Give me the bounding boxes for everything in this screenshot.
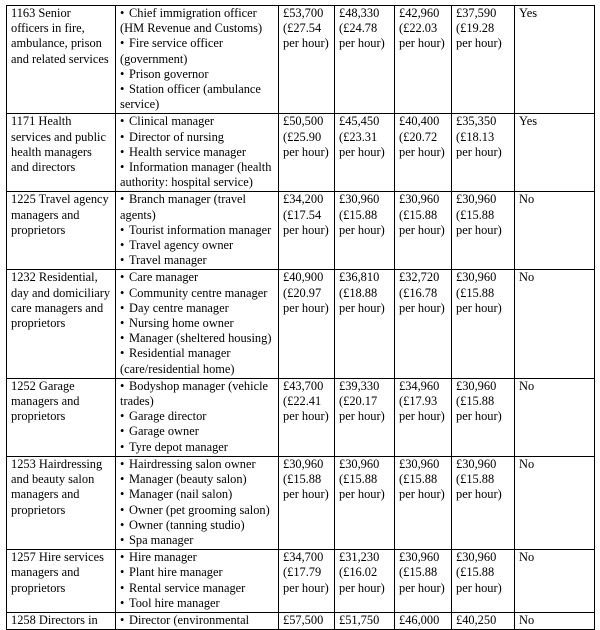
bullet-icon: • — [120, 192, 125, 207]
job-title-item — [120, 130, 274, 145]
salary-cell: £40,400 (£20.72 per hour) — [395, 114, 452, 192]
job-title-item — [120, 533, 274, 548]
job-title-text: Tool hire manager — [129, 595, 220, 610]
salary-cell: £42,960 (£22.03 per hour) — [395, 6, 452, 114]
salary-cell: £53,700 (£27.54 per hour) — [279, 6, 335, 114]
occupation-code-cell: 1257 Hire services managers and proprietors — [7, 550, 116, 613]
salary-cell: £30,960 (£15.88 per hour) — [279, 456, 335, 549]
job-title-item — [120, 440, 274, 455]
bullet-icon: • — [120, 144, 125, 159]
occupation-code-cell: 1258 Directors in — [7, 612, 116, 629]
bullet-icon: • — [120, 502, 125, 517]
bullet-icon: • — [120, 300, 125, 315]
eligibility-cell: No — [515, 270, 595, 378]
job-title-item — [120, 36, 274, 66]
table-row — [7, 456, 595, 549]
bullet-icon: • — [120, 517, 125, 532]
table-row — [7, 270, 595, 378]
salary-cell: £30,960 (£15.88 per hour) — [452, 550, 515, 613]
salary-cell: £30,960 (£15.88 per hour) — [395, 456, 452, 549]
job-title-item — [120, 238, 274, 253]
occupation-code-cell: 1225 Travel agency managers and proprietors — [7, 192, 116, 270]
job-title-text: Station officer (ambulance service) — [120, 82, 261, 112]
salary-cell: £37,590 (£19.28 per hour) — [452, 6, 515, 114]
salary-cell: £30,960 (£15.88 per hour) — [452, 270, 515, 378]
job-title-item — [120, 613, 274, 628]
job-title-item — [120, 550, 274, 565]
salary-cell: £43,700 (£22.41 per hour) — [279, 378, 335, 456]
job-titles-cell — [116, 378, 279, 456]
job-title-item — [120, 331, 274, 346]
job-titles-cell — [116, 192, 279, 270]
salary-cell: £40,250 — [452, 612, 515, 629]
bullet-icon: • — [120, 424, 125, 439]
occupation-pay-table — [6, 5, 595, 630]
job-title-text: Information manager (health authority: hospital service) — [120, 160, 272, 190]
job-title-text: Residential manager (care/residential home) — [120, 346, 235, 376]
salary-cell: £32,720 (£16.78 per hour) — [395, 270, 452, 378]
job-title-item — [120, 270, 274, 285]
bullet-icon: • — [120, 222, 125, 237]
job-title-text: Owner (pet grooming salon) — [129, 502, 270, 517]
job-title-text: Health service manager — [129, 144, 246, 159]
salary-cell: £40,900 (£20.97 per hour) — [279, 270, 335, 378]
job-title-item — [120, 82, 274, 112]
document-page — [6, 5, 594, 630]
bullet-icon: • — [120, 550, 125, 565]
job-title-item — [120, 301, 274, 316]
table-row — [7, 550, 595, 613]
job-title-text: Chief immigration officer (HM Revenue and Customs) — [120, 6, 263, 36]
salary-cell: £45,450 (£23.31 per hour) — [335, 114, 395, 192]
bullet-icon: • — [120, 580, 125, 595]
bullet-icon: • — [120, 129, 125, 144]
job-title-item — [120, 6, 274, 36]
job-title-text: Garage owner — [129, 424, 199, 439]
job-titles-cell — [116, 114, 279, 192]
table-row — [7, 192, 595, 270]
job-title-text: Manager (nail salon) — [129, 487, 233, 502]
job-title-text: Plant hire manager — [129, 565, 223, 580]
salary-cell: £30,960 (£15.88 per hour) — [395, 550, 452, 613]
bullet-icon: • — [120, 378, 125, 393]
salary-cell: £30,960 (£15.88 per hour) — [395, 192, 452, 270]
job-title-text: Manager (sheltered housing) — [129, 331, 272, 346]
occupation-code-cell: 1163 Senior officers in fire, ambulance, prison and related services — [7, 6, 116, 114]
job-titles-cell — [116, 612, 279, 629]
job-title-text: Garage director — [129, 409, 207, 424]
salary-cell: £30,960 (£15.88 per hour) — [452, 192, 515, 270]
salary-cell: £34,960 (£17.93 per hour) — [395, 378, 452, 456]
job-title-text: Day centre manager — [129, 300, 229, 315]
bullet-icon: • — [120, 238, 125, 253]
eligibility-cell: No — [515, 612, 595, 629]
bullet-icon: • — [120, 253, 125, 268]
occupation-code-cell: 1253 Hairdressing and beauty salon managers and proprietors — [7, 456, 116, 549]
job-title-text: Spa manager — [129, 532, 194, 547]
job-title-text: Owner (tanning studio) — [129, 517, 245, 532]
bullet-icon: • — [120, 532, 125, 547]
job-title-text: Clinical manager — [129, 114, 214, 129]
job-title-text: Manager (beauty salon) — [129, 472, 247, 487]
salary-cell: £48,330 (£24.78 per hour) — [335, 6, 395, 114]
occupation-code-cell: 1232 Residential, day and domiciliary care managers and proprietors — [7, 270, 116, 378]
job-title-item — [120, 581, 274, 596]
salary-cell: £36,810 (£18.88 per hour) — [335, 270, 395, 378]
eligibility-cell: No — [515, 550, 595, 613]
job-title-item — [120, 346, 274, 376]
bullet-icon: • — [120, 472, 125, 487]
eligibility-cell: No — [515, 456, 595, 549]
bullet-icon: • — [120, 612, 125, 627]
table-row — [7, 6, 595, 114]
salary-cell: £30,960 (£15.88 per hour) — [452, 378, 515, 456]
table-row — [7, 378, 595, 456]
job-title-text: Bodyshop manager (vehicle trades) — [120, 378, 269, 409]
eligibility-cell: No — [515, 192, 595, 270]
job-title-item — [120, 457, 274, 472]
job-title-text: Hire manager — [129, 550, 197, 565]
job-title-item — [120, 114, 274, 129]
salary-cell: £51,750 — [335, 612, 395, 629]
occupation-code-cell: 1171 Health services and public health managers and directors — [7, 114, 116, 192]
job-title-item — [120, 316, 274, 331]
bullet-icon: • — [120, 160, 125, 175]
job-title-item — [120, 409, 274, 424]
job-title-text: Tyre depot manager — [129, 439, 228, 454]
eligibility-cell: Yes — [515, 6, 595, 114]
job-titles-cell — [116, 456, 279, 549]
job-title-item — [120, 286, 274, 301]
job-title-text: Travel agency owner — [129, 238, 234, 253]
job-title-item — [120, 223, 274, 238]
table-row — [7, 612, 595, 629]
salary-cell: £30,960 (£15.88 per hour) — [452, 456, 515, 549]
salary-cell: £39,330 (£20.17 per hour) — [335, 378, 395, 456]
job-title-text: Fire service officer (government) — [120, 36, 224, 66]
occupation-code-cell: 1252 Garage managers and proprietors — [7, 378, 116, 456]
bullet-icon: • — [120, 439, 125, 454]
job-title-text: Hairdressing salon owner — [129, 456, 256, 471]
salary-cell: £34,200 (£17.54 per hour) — [279, 192, 335, 270]
bullet-icon: • — [120, 82, 125, 97]
bullet-icon: • — [120, 66, 125, 81]
job-title-item — [120, 472, 274, 487]
salary-cell: £57,500 — [279, 612, 335, 629]
salary-cell: £30,960 (£15.88 per hour) — [335, 192, 395, 270]
salary-cell: £34,700 (£17.79 per hour) — [279, 550, 335, 613]
job-title-text: Tourist information manager — [129, 222, 272, 237]
job-title-text: Director of nursing — [129, 129, 224, 144]
salary-cell: £31,230 (£16.02 per hour) — [335, 550, 395, 613]
bullet-icon: • — [120, 114, 125, 129]
job-title-text: Prison governor — [129, 66, 209, 81]
job-title-item — [120, 192, 274, 222]
bullet-icon: • — [120, 346, 125, 361]
bullet-icon: • — [120, 270, 125, 285]
job-title-item — [120, 596, 274, 611]
job-title-text: Director (environmental — [129, 612, 250, 627]
salary-cell: £46,000 — [395, 612, 452, 629]
job-title-text: Care manager — [129, 270, 199, 285]
job-title-item — [120, 565, 274, 580]
job-titles-cell — [116, 6, 279, 114]
job-title-item — [120, 518, 274, 533]
bullet-icon: • — [120, 487, 125, 502]
salary-cell: £30,960 (£15.88 per hour) — [335, 456, 395, 549]
bullet-icon: • — [120, 565, 125, 580]
job-title-item — [120, 160, 274, 190]
salary-cell: £35,350 (£18.13 per hour) — [452, 114, 515, 192]
bullet-icon: • — [120, 316, 125, 331]
job-title-item — [120, 503, 274, 518]
eligibility-cell: Yes — [515, 114, 595, 192]
job-titles-cell — [116, 270, 279, 378]
bullet-icon: • — [120, 409, 125, 424]
job-title-item — [120, 253, 274, 268]
job-title-item — [120, 67, 274, 82]
salary-cell: £50,500 (£25.90 per hour) — [279, 114, 335, 192]
job-title-item — [120, 379, 274, 409]
job-title-text: Travel manager — [129, 253, 207, 268]
table-row — [7, 114, 595, 192]
job-title-text: Nursing home owner — [129, 316, 234, 331]
job-title-text: Community centre manager — [129, 285, 268, 300]
bullet-icon: • — [120, 595, 125, 610]
job-title-item — [120, 145, 274, 160]
job-titles-cell — [116, 550, 279, 613]
job-title-text: Rental service manager — [129, 580, 246, 595]
eligibility-cell: No — [515, 378, 595, 456]
bullet-icon: • — [120, 36, 125, 51]
job-title-text: Branch manager (travel agents) — [120, 192, 246, 222]
job-title-item — [120, 424, 274, 439]
bullet-icon: • — [120, 285, 125, 300]
bullet-icon: • — [120, 456, 125, 471]
job-title-item — [120, 487, 274, 502]
bullet-icon: • — [120, 331, 125, 346]
bullet-icon: • — [120, 6, 125, 20]
